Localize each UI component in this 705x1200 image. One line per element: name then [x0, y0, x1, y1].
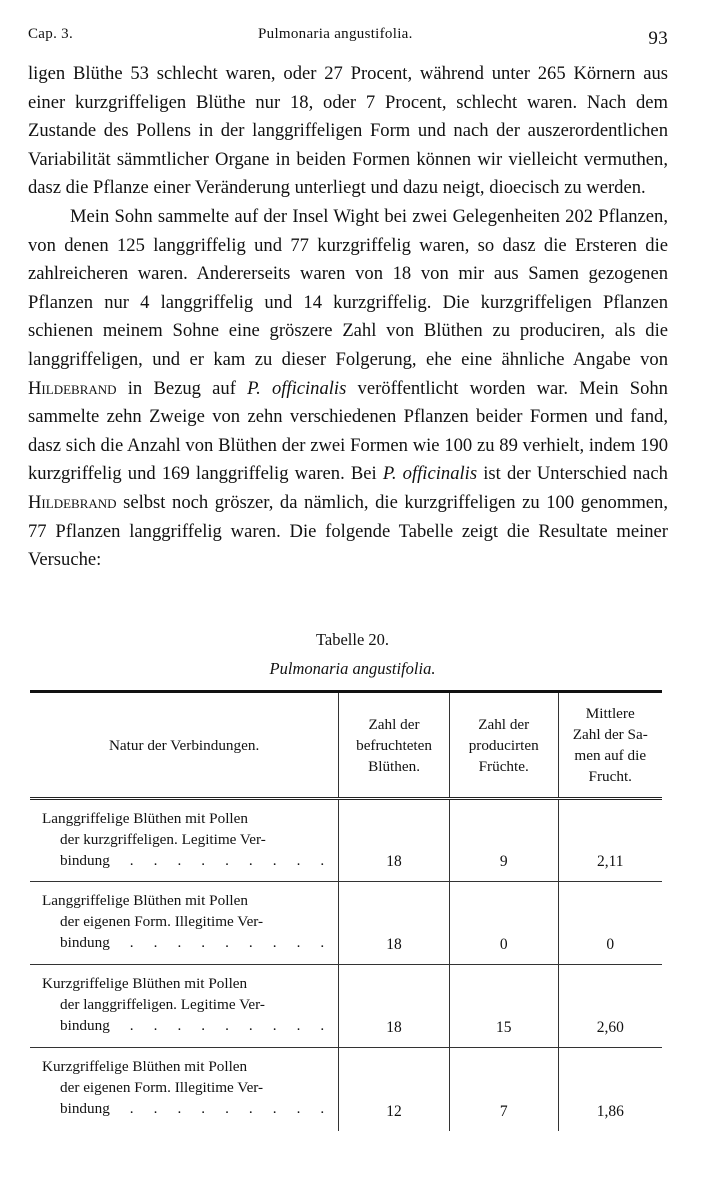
description-line: bindung . . . . . . . . . [60, 1100, 325, 1117]
row-description [30, 965, 339, 1048]
cell-bluethen: 18 [339, 965, 450, 1048]
row-description [30, 1048, 339, 1131]
description-line: Langgriffelige Blüthen mit Pollen [42, 892, 248, 909]
header-line: Mittlere [585, 705, 635, 722]
paragraph-2-text-b: in Bezug auf [127, 377, 236, 399]
description-line: der kurzgriffeligen. Legitime Ver- [60, 831, 266, 848]
paragraph-2-text-e: selbst noch gröszer, da nämlich, die kurzgriffeligen zu 100 genommen, 77 Pflanzen langgriffelig waren. Die folgende Tabelle zeigt die Resultate meiner Versuche: [28, 491, 668, 571]
cell-bluethen: 12 [339, 1048, 450, 1131]
paragraph-2-text-d: ist der Unterschied nach [483, 463, 668, 485]
cell-fruechte: 9 [449, 799, 558, 882]
cell-fruechte: 0 [449, 882, 558, 965]
header-samen [558, 692, 662, 799]
cell-samen: 2,60 [558, 965, 662, 1048]
row-description [30, 799, 339, 882]
table-subcaption: Pulmonaria angustifolia. [269, 659, 436, 678]
header-line: producirten [468, 736, 539, 754]
table-caption: Tabelle 20. [315, 630, 390, 649]
author-name: Hildebrand [28, 491, 117, 513]
cell-fruechte: 15 [449, 965, 558, 1048]
table-header-row [30, 692, 662, 799]
header-line: Zahl der [368, 715, 420, 733]
paragraph-2 [28, 203, 668, 575]
cell-bluethen: 18 [339, 882, 450, 965]
header-line: Zahl der [478, 715, 530, 733]
row-description [30, 882, 339, 965]
running-head [28, 26, 668, 48]
cell-fruechte: 7 [449, 1048, 558, 1131]
cell-samen: 1,86 [558, 1048, 662, 1131]
description-line: bindung . . . . . . . . . [60, 1017, 325, 1034]
header-fruechte [449, 692, 558, 799]
description-line: Langgriffelige Blüthen mit Pollen [42, 810, 248, 827]
description-line: Kurzgriffelige Blüthen mit Pollen [42, 975, 248, 992]
body-text [28, 60, 668, 575]
header-line: Früchte. [478, 757, 529, 775]
header-line: men auf die [574, 747, 647, 764]
paragraph-1: ligen Blüthe 53 schlecht waren, oder 27 Procent, während unter 265 Körnern aus einer kurzgriffeligen Blüthe nur 18, oder 7 Procent, schlecht waren. Nach dem Zustande des Pollens in der langgriffeligen Form und nach der auszerordentlichen Variabilität sämmtlicher Organe in beiden Formen können wir vielleicht vermuthen, dasz die Pflanze einer Veränderung unterliegt und dazu neigt, dioecisch zu werden. [28, 63, 668, 199]
description-line: der eigenen Form. Illegitime Ver- [60, 1079, 264, 1096]
author-name: Hildebrand [28, 377, 117, 399]
description-line: der eigenen Form. Illegitime Ver- [60, 913, 264, 930]
table-row [30, 965, 662, 1048]
header-line: Frucht. [588, 768, 632, 785]
cell-samen: 2,11 [558, 799, 662, 882]
header-line: Zahl der Sa- [572, 726, 648, 743]
header-natur: Natur der Verbindungen. [108, 736, 260, 754]
description-line: bindung . . . . . . . . . [60, 852, 325, 869]
cell-bluethen: 18 [339, 799, 450, 882]
running-title: Pulmonaria angustifolia. [258, 26, 413, 42]
cell-samen: 0 [558, 882, 662, 965]
results-table [30, 690, 662, 1131]
species-name: P. officinalis [247, 377, 347, 399]
description-line: Kurzgriffelige Blüthen mit Pollen [42, 1058, 248, 1075]
paragraph-2-text-a: Mein Sohn sammelte auf der Insel Wight bei zwei Gelegenheiten 202 Pflanzen, von denen 125 langgriffelig und 77 kurzgriffelig waren, so dasz die Ersteren die zahlreicheren waren. Andererseits waren von 18 von mir aus Samen gezogenen Pflanzen nur 4 langgriffelig und 14 kurzgriffelig. Die kurzgriffeligen Pflanzen schienen meinem Sohne eine gröszere Zahl von Blüthen zu produciren, als die langgriffeligen, und er kam zu dieser Folgerung, ehe eine ähnliche Angabe von [28, 205, 668, 370]
paragraph-2-text-c: veröffentlicht worden war. Mein Sohn sammelte zehn Zweige von zehn verschiedenen Pflanzen beider Formen und fand, dasz sich die Anzahl von Blüthen der zwei Formen wie 100 zu 89 verhielt, indem 190 kurzgriffelig und 169 langgriffelig waren. Bei [28, 377, 668, 485]
header-line: befruchteten [356, 736, 432, 754]
species-name: P. officinalis [382, 463, 478, 485]
table-row [30, 1048, 662, 1131]
table-row [30, 799, 662, 882]
table-row [30, 882, 662, 965]
page-number: 93 [648, 28, 668, 49]
description-line: der langgriffeligen. Legitime Ver- [60, 996, 265, 1013]
header-line: Blüthen. [368, 757, 420, 775]
chapter-label: Cap. 3. [28, 26, 74, 42]
description-line: bindung . . . . . . . . . [60, 934, 325, 951]
header-bluethen [339, 692, 450, 799]
